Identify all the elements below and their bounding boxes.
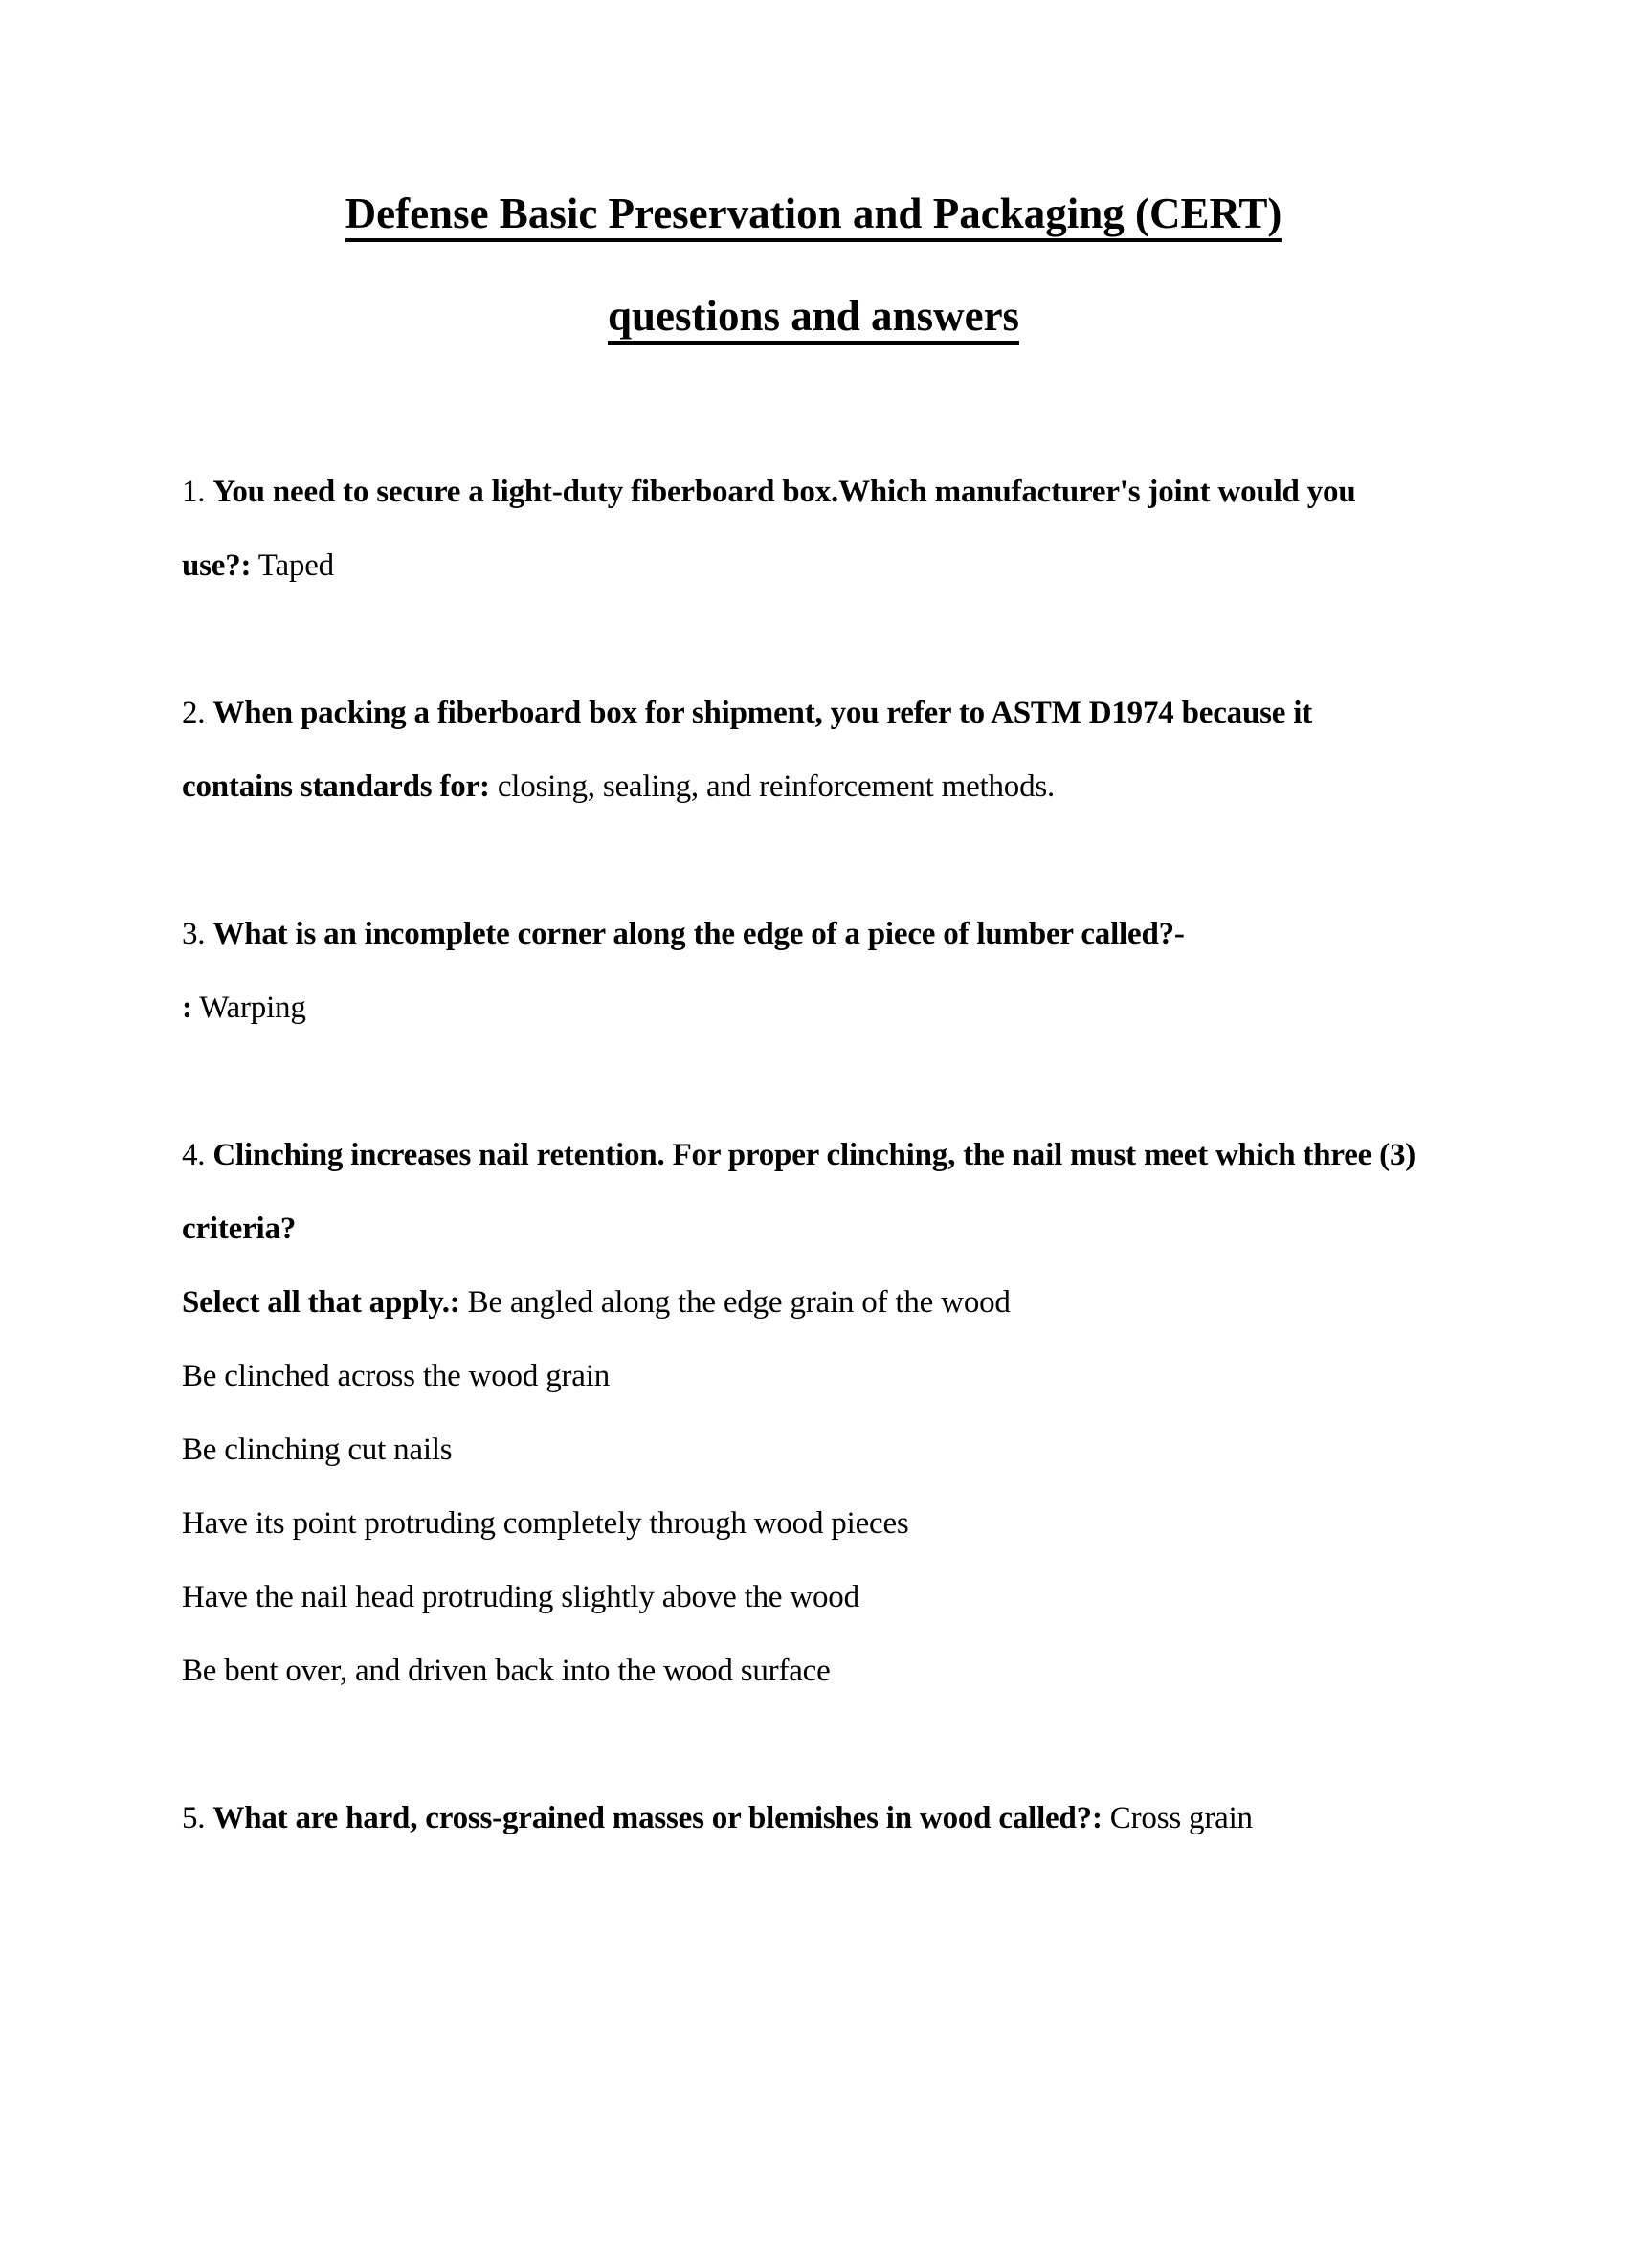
question-text: contains standards for: [182, 769, 490, 804]
answer-text: 2. [182, 696, 213, 730]
question-text: When packing a fiberboard box for shipment, you refer to ASTM D1974 because it [212, 696, 1313, 730]
question-4 [182, 1119, 1503, 1708]
text-line [182, 1119, 1503, 1192]
answer-text: Be clinched across the wood grain [182, 1359, 611, 1393]
document-body [182, 456, 1503, 1856]
document-page [0, 163, 1627, 2268]
answer-text: Be clinching cut nails [182, 1433, 453, 1467]
text-line [182, 1782, 1503, 1856]
text-line [182, 456, 1503, 529]
text-line [182, 971, 1503, 1045]
answer-text: Cross grain [1102, 1801, 1253, 1835]
answer-text: 5. [182, 1801, 213, 1835]
text-line [182, 1487, 1503, 1561]
answer-text: closing, sealing, and reinforcement methods. [489, 769, 1056, 804]
text-line [182, 1413, 1503, 1487]
question-text: You need to secure a light-duty fiberboard box.Which manufacturer's joint would you [212, 475, 1356, 509]
question-3 [182, 898, 1503, 1045]
title-line-2: questions and answers [608, 292, 1019, 345]
question-text: Select all that apply.: [182, 1285, 460, 1320]
text-line [182, 1634, 1503, 1708]
question-text: Clinching increases nail retention. For proper clinching, the nail must meet which three (3) [212, 1138, 1416, 1172]
text-line [182, 750, 1503, 824]
text-line [182, 1561, 1503, 1634]
question-1 [182, 456, 1503, 603]
title-line-wrapper [0, 265, 1627, 367]
text-line [182, 1340, 1503, 1413]
text-line [182, 677, 1503, 750]
title-line-1: Defense Basic Preservation and Packaging (CERT) [345, 189, 1282, 242]
answer-text: Taped [251, 548, 334, 583]
answer-text: Have its point protruding completely through wood pieces [182, 1506, 909, 1541]
text-line [182, 1192, 1503, 1266]
text-line [182, 1266, 1503, 1340]
text-line [182, 898, 1503, 971]
answer-text: Be angled along the edge grain of the wood [459, 1285, 1011, 1320]
question-5 [182, 1782, 1503, 1856]
answer-text: 4. [182, 1138, 213, 1172]
text-line [182, 529, 1503, 603]
question-text: use?: [182, 548, 252, 583]
question-2 [182, 677, 1503, 824]
answer-text: Warping [191, 990, 306, 1025]
answer-text: Be bent over, and driven back into the wood surface [182, 1654, 831, 1688]
answer-text: 3. [182, 917, 213, 951]
question-text: What are hard, cross-grained masses or blemishes in wood called?: [212, 1801, 1103, 1835]
title-line-wrapper [0, 163, 1627, 265]
question-text: criteria? [182, 1212, 297, 1246]
question-text: What is an incomplete corner along the edge of a piece of lumber called?- [212, 917, 1185, 951]
question-text: : [182, 990, 192, 1025]
document-title [0, 163, 1627, 367]
answer-text: Have the nail head protruding slightly above the wood [182, 1580, 859, 1614]
answer-text: 1. [182, 475, 213, 509]
